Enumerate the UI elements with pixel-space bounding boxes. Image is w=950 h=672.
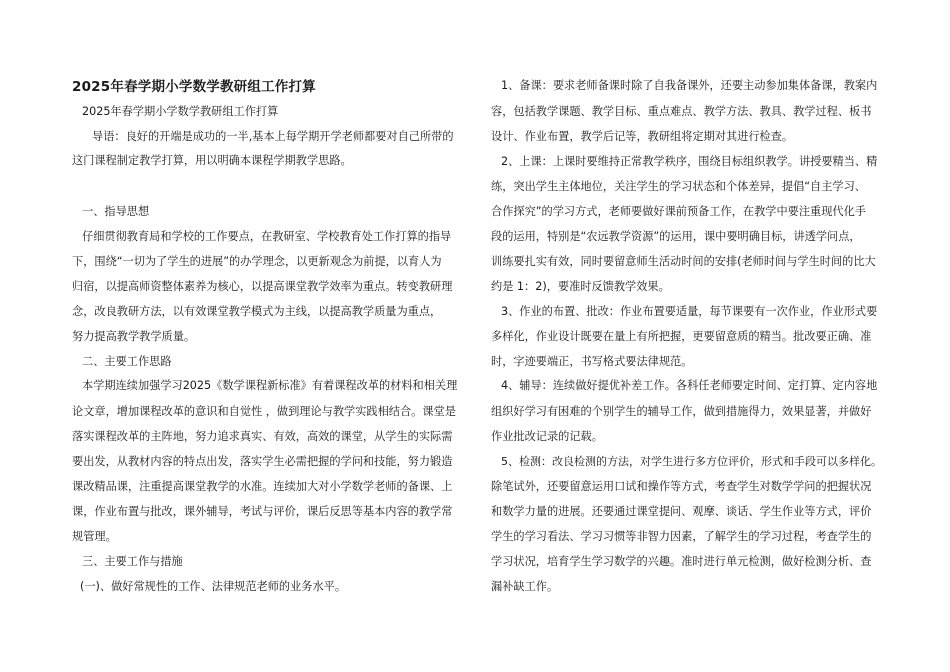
body-line: 容，包括教学课题、教学目标、重点难点、教学方法、教具、教学过程、板书 xyxy=(491,105,872,118)
body-line: 段的运用，特别是“农远教学资源”的运用，课中要明确目标，讲透学问点， xyxy=(491,230,861,243)
body-line: 下，围绕“一切为了学生的进展”的办学理念，以更新观念为前提，以育人为 xyxy=(72,255,442,268)
body-line: 规管理。 xyxy=(72,530,117,543)
subtitle-line: 2025年春学期小学数学教研组工作打算 xyxy=(82,105,279,118)
body-line: 和数学力量的进展。还要通过课堂提问、观摩、谈话、学生作业等方式，评价 xyxy=(491,505,872,518)
body-line: 课，作业布置与批改，课外辅导，考试与评价，课后反思等基本内容的教学常 xyxy=(72,505,453,518)
document-title: 2025年春学期小学数学教研组工作打算 xyxy=(72,79,316,95)
body-line: 合作探究”的学习方式，老师要做好课前预备工作，在教学中要注重现代化手 xyxy=(491,205,866,218)
intro-line: 导语：良好的开端是成功的一半,基本上每学期开学老师都要对自己所带的 xyxy=(92,130,454,143)
body-line: 努力提高教学教学质量。 xyxy=(72,330,196,343)
body-line: 学习状况，培育学生学习数学的兴趣。准时进行单元检测，做好检测分析、查 xyxy=(491,555,872,568)
body-line: 落实课程改革的主阵地，努力追求真实、有效，高效的课堂，从学生的实际需 xyxy=(72,430,453,443)
body-line: 约是 1：2)，要准时反馈教学效果。 xyxy=(491,280,670,293)
body-line: 3、作业的布置、批改：作业布置要适量，每节课要有一次作业，作业形式要 xyxy=(501,305,878,318)
body-line: 4、辅导：连续做好提优补差工作。各科任老师要定时间、定打算、定内容地 xyxy=(501,379,878,392)
section-heading: 一、指导思想 xyxy=(82,205,150,218)
body-line: 论文章，增加课程改革的意识和自觉性 ，做到理论与教学实践相结合。课堂是 xyxy=(72,405,456,418)
subsection-heading: (一)、做好常规性的工作、法律规范老师的业务水平。 xyxy=(80,580,347,593)
body-line: 归宿，以提高师资整体素养为核心，以提高课堂教学效率为重点。转变教研理 xyxy=(72,280,453,293)
body-line: 念，改良教研方法，以有效课堂教学模式为主线，以提高教学质量为重点， xyxy=(72,305,442,318)
body-line: 本学期连续加强学习2025《数学课程新标准》有着课程改革的材料和相关理 xyxy=(82,379,458,392)
intro-line: 这门课程制定教学打算，用以明确本课程学期教学思路。 xyxy=(72,154,352,167)
body-line: 组织好学习有困难的个别学生的辅导工作，做到措施得力，效果显著，并做好 xyxy=(491,405,872,418)
body-line: 练，突出学生主体地位，关注学生的学习状态和个体差异，提倡“自主学习、 xyxy=(491,180,866,193)
body-line: 训练要扎实有效，同时要留意师生活动时间的安排(老师时间与学生时间的比大 xyxy=(491,255,876,268)
body-line: 学生的学习看法、学习习惯等非智力因素，了解学生的学习过程，考查学生的 xyxy=(491,530,872,543)
body-line: 漏补缺工作。 xyxy=(491,580,559,593)
body-line: 除笔试外，还要留意运用口试和操作等方式，考查学生对数学学问的把握状况 xyxy=(491,480,872,493)
section-heading: 二、主要工作思路 xyxy=(82,355,172,368)
body-line: 要出发，从教材内容的特点出发，落实学生必需把握的学问和技能，努力锻造 xyxy=(72,455,453,468)
body-line: 设计、作业布置，教学后记等，教研组将定期对其进行检查。 xyxy=(491,130,794,143)
section-heading: 三、主要工作与措施 xyxy=(82,555,183,568)
body-line: 多样化，作业设计既要在量上有所把握，更要留意质的精当。批改要正确、准 xyxy=(491,330,872,343)
body-line: 1、备课：要求老师备课时除了自我备课外，还要主动参加集体备课，教案内 xyxy=(501,79,878,92)
body-line: 仔细贯彻教育局和学校的工作要点，在教研室、学校教育处工作打算的指导 xyxy=(82,230,452,243)
body-line: 5、检测：改良检测的方法，对学生进行多方位评价，形式和手段可以多样化。 xyxy=(501,455,882,468)
body-line: 课改精品课，注重提高课堂教学的水准。连续加大对小学数学老师的备课、上 xyxy=(72,480,453,493)
body-line: 时，字迹要端正，书写格式要法律规范。 xyxy=(491,355,693,368)
body-line: 2、上课：上课时要维持正常教学秩序，围绕目标组织教学。讲授要精当、精 xyxy=(501,155,878,168)
body-line: 作业批改记录的记载。 xyxy=(491,430,603,443)
